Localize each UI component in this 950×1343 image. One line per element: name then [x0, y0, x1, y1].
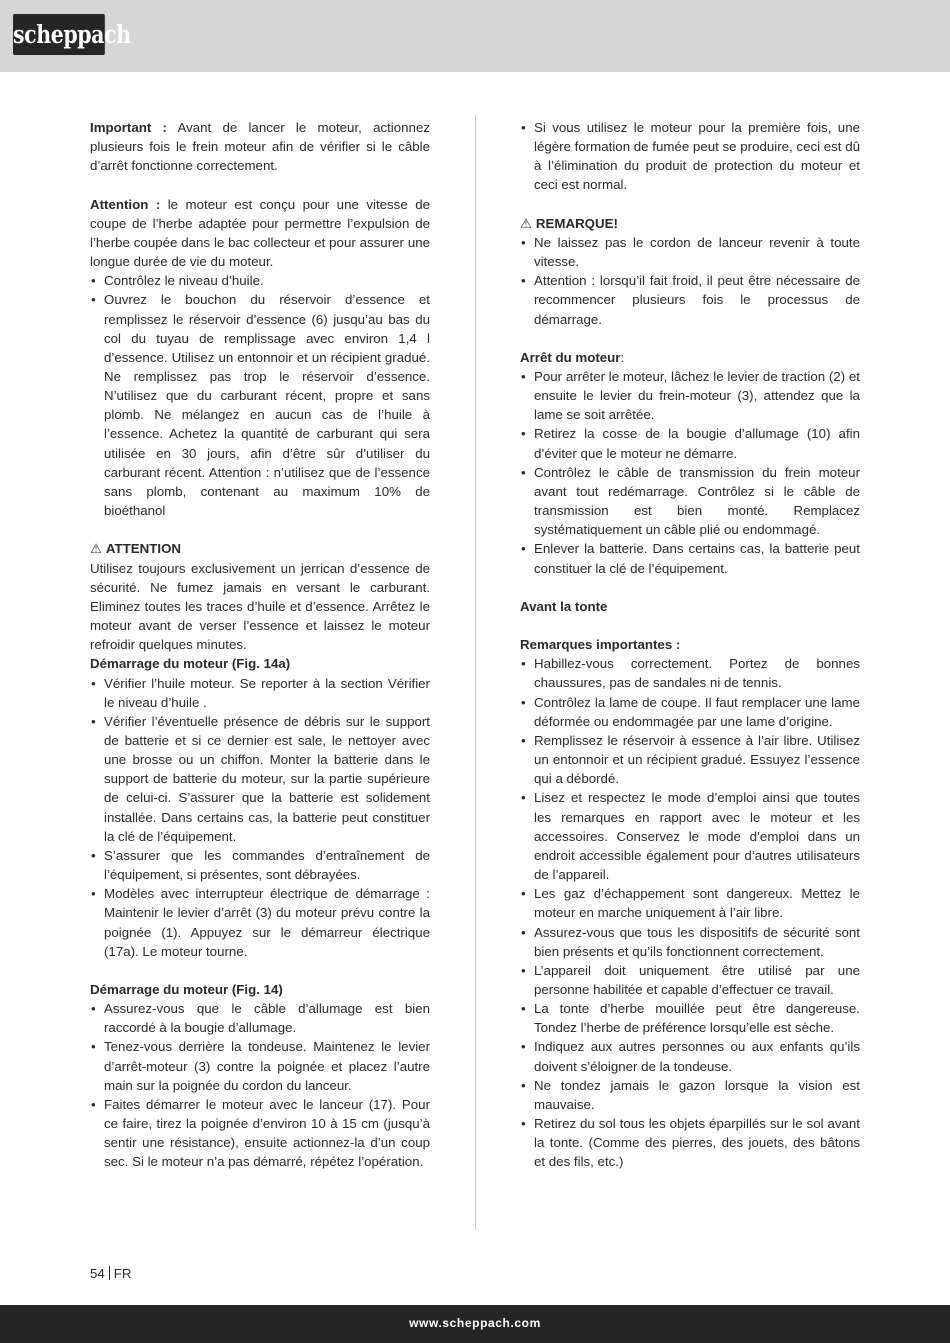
important-label: Important :	[90, 120, 167, 135]
heading-colon: :	[620, 349, 625, 365]
warning-text: Utilisez toujours exclusivement un jerrican d’essence de sécurité. Ne fumez jamais en versant le carburant. Eliminez toutes les traces d’huile et d’essence. Arrêtez le moteur avant de verser l’essence et laissez le moteur refroidir quelques minutes.	[90, 560, 430, 653]
section-heading: Avant la tonte	[520, 598, 608, 614]
brand-logo: scheppach	[13, 14, 105, 55]
list-item: • Retirez la cosse de la bougie d’allumage (10) afin d’éviter que le moteur ne démarre.	[520, 424, 860, 462]
subsection-heading: Remarques importantes :	[520, 637, 681, 653]
column-divider	[475, 115, 476, 1230]
list-item: • La tonte d’herbe mouillée peut être dangereuse. Tondez l’herbe de préférence lorsqu’elle est sèche.	[520, 999, 860, 1037]
list-item: • Tenez-vous derrière la tondeuse. Maintenez le levier d’arrêt-moteur (3) contre la poignée et placez l’autre main sur la poignée du cordon du lanceur.	[90, 1037, 430, 1094]
list-item: • Vérifier l’huile moteur. Se reporter à la section Vérifier le niveau d’huile .	[90, 674, 430, 712]
stop-engine-list	[520, 367, 860, 578]
note-heading	[520, 214, 860, 233]
list-item: • Vérifier l’éventuelle présence de débris sur le support de batterie et si ce dernier est sale, le nettoyer avec une brosse ou un chiffon. Monter la batterie dans le support de batterie du moteur, sur la partie supérieure de celui-ci. S’assurer que la batterie est solidement installée. Dans certains cas, la batterie peut constituer la clé de l’équipement.	[90, 712, 430, 846]
attention-label: Attention :	[90, 196, 161, 212]
left-column	[90, 118, 430, 1172]
list-item: • Indiquez aux autres personnes ou aux enfants qu’ils doivent s’éloigner de la tondeuse.	[520, 1037, 860, 1075]
right-column	[520, 118, 860, 1172]
page-number-value: 54	[90, 1266, 105, 1281]
section-heading: Démarrage du moteur (Fig. 14)	[90, 981, 283, 997]
list-item: • Modèles avec interrupteur électrique de démarrage : Maintenir le levier d’arrêt (3) du moteur prévu contre la poignée (1). Appuyez sur le démarreur électrique (17a). Le moteur tourne.	[90, 884, 430, 961]
section-heading	[520, 348, 860, 367]
list-item: • Contrôlez la lame de coupe. Il faut remplacer une lame déformée ou endommagée par une lame d’origine.	[520, 693, 860, 731]
list-item: • Contrôlez le niveau d’huile.	[90, 271, 430, 290]
important-paragraph	[90, 118, 430, 175]
note-list	[520, 233, 860, 329]
list-item: • L’appareil doit uniquement être utilisé par une personne habilitée et capable d’effectuer ce travail.	[520, 961, 860, 999]
list-item: • Contrôlez le câble de transmission du frein moteur avant tout redémarrage. Contrôlez si le câble de transmission est bien monté. Remplacez systématiquement un câble plié ou endommagé.	[520, 463, 860, 540]
list-item: • Remplissez le réservoir à essence à l’air libre. Utilisez un entonnoir et un récipient gradué. Essuyez l’essence qui a débordé.	[520, 731, 860, 788]
website-link[interactable]: www.scheppach.com	[409, 1316, 541, 1330]
list-item: • Assurez-vous que le câble d’allumage est bien raccordé à la bougie d’allumage.	[90, 999, 430, 1037]
language-code: FR	[113, 1266, 132, 1281]
list-item: • Pour arrêter le moteur, lâchez le levier de traction (2) et ensuite le levier du frein-moteur (3), attendez que la lame se soit arrêtée.	[520, 367, 860, 424]
warning-title: ATTENTION	[105, 541, 182, 557]
attention-text: le moteur est conçu pour une vitesse de coupe de l’herbe adaptée pour permettre l’expulsion de l’herbe coupée dans le bac collecteur et pour assurer une longue durée de vie du moteur.	[90, 196, 430, 270]
list-item: • Lisez et respectez le mode d’emploi ainsi que toutes les remarques en rapport avec le moteur et les accessoires. Conservez le mode d’emploi dans un endroit accessible également pour d’autres utilisateurs de l’appareil.	[520, 788, 860, 884]
warning-icon: ⚠	[90, 541, 102, 557]
list-item: • Assurez-vous que tous les dispositifs de sécurité sont bien présents et qu’ils fonctionnent correctement.	[520, 923, 860, 961]
fuel-list	[90, 271, 430, 520]
important-text: Avant de lancer le moteur, actionnez plusieurs fois le frein moteur afin de vérifier si le câble d’arrêt fonctionne correctement.	[90, 120, 430, 174]
list-item: • Attention : lorsqu’il fait froid, il peut être nécessaire de recommencer plusieurs fois le processus de démarrage.	[520, 271, 860, 328]
first-use-list	[520, 118, 860, 195]
page-header	[0, 0, 950, 72]
section-heading: Démarrage du moteur (Fig. 14a)	[90, 656, 291, 672]
before-mowing-list	[520, 654, 860, 1171]
page-footer	[0, 1305, 950, 1343]
list-item: • Ouvrez le bouchon du réservoir d’essence et remplissez le réservoir d’essence (6) jusqu’au bas du col du tuyau de remplissage avec environ 1,4 l d’essence. Utilisez un entonnoir et un récipient gradué. Ne remplissez pas trop le réservoir d’essence. N’utilisez que du carburant récent, propre et sans plomb. Ne mélangez en aucun cas de l’huile à l’essence. Achetez la quantité de carburant qui sera utilisée en 30 jours, afin d’être sûr d’utiliser du carburant récent. Attention : n’utilisez que de l’essence sans plomb, contenant au maximum 10% de bioéthanol	[90, 290, 430, 520]
list-item: • Ne tondez jamais le gazon lorsque la vision est mauvaise.	[520, 1076, 860, 1114]
list-item: • Si vous utilisez le moteur pour la première fois, une légère formation de fumée peut se produire, ceci est dû à l’élimination du produit de protection du moteur et ceci est normal.	[520, 118, 860, 195]
attention-paragraph	[90, 195, 430, 272]
list-item: • S’assurer que les commandes d’entraînement de l’équipement, si présentes, sont débrayées.	[90, 846, 430, 884]
list-item: • Enlever la batterie. Dans certains cas, la batterie peut constituer la clé de l’équipement.	[520, 539, 860, 577]
warning-icon: ⚠	[520, 215, 532, 231]
list-item: • Ne laissez pas le cordon de lanceur revenir à toute vitesse.	[520, 233, 860, 271]
list-item: • Habillez-vous correctement. Portez de bonnes chaussures, pas de sandales ni de tennis.	[520, 654, 860, 692]
note-title: REMARQUE!	[535, 215, 618, 231]
list-item: • Faites démarrer le moteur avec le lanceur (17). Pour ce faire, tirez la poignée d’environ 10 à 15 cm (jusqu’à sentir une résistance), ensuite actionnez-la d’un coup sec. Si le moteur n’a pas démarré, répétez l’opération.	[90, 1095, 430, 1172]
list-item: • Retirez du sol tous les objets éparpillés sur le sol avant la tonte. (Comme des pierres, des jouets, des bâtons et des fils, etc.)	[520, 1114, 860, 1171]
stop-engine-title: Arrêt du moteur	[520, 349, 621, 365]
list-item: • Les gaz d’échappement sont dangereux. Mettez le moteur en marche uniquement à l’air libre.	[520, 884, 860, 922]
start-14a-list	[90, 674, 430, 961]
warning-heading	[90, 539, 430, 558]
page-separator	[109, 1266, 110, 1280]
start-14-list	[90, 999, 430, 1171]
page-number	[90, 1264, 132, 1283]
